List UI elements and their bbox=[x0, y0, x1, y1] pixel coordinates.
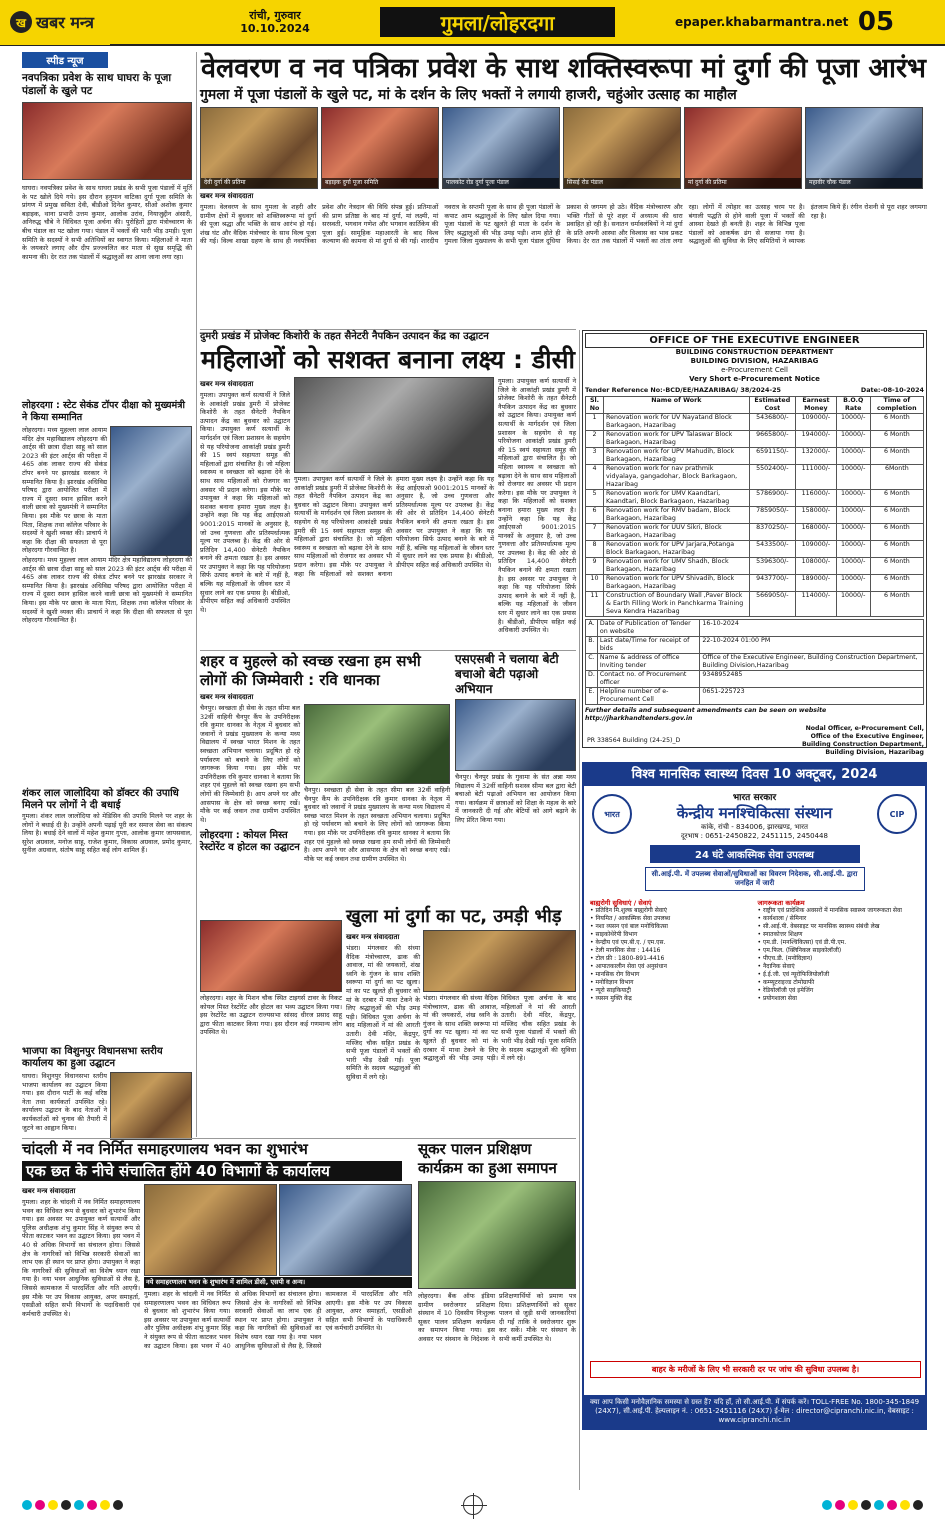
tender-cell: 11 bbox=[586, 592, 604, 617]
tender-cell: 5436800/- bbox=[749, 414, 795, 431]
tender-cell: 10000/- bbox=[836, 507, 870, 524]
mh-list-item: • न्यूरो साइकियाट्री bbox=[590, 987, 631, 994]
tender-row bbox=[586, 490, 924, 507]
tender-table bbox=[585, 396, 924, 617]
tender-cell: 132000/- bbox=[795, 448, 836, 465]
mh-services-band: सी.आई.पी. में उपलब्ध सेवाओं/सुविधाओं का विवरण निदेशक, सी.आई.पी. द्वारा जनहित में जारी bbox=[645, 867, 865, 891]
tender-cell: 6591150/- bbox=[749, 448, 795, 465]
durga-text: भंडरा। मंगलवार की संध्या वैदिक मंत्रोच्चारण, ढाक की आवाज, मां की जयकारों, शंख ध्वनि के गुंजन के साथ शक्ति स्वरूपा मां दुर्गा का पट खुला। मां का पट खुलते ही बुधवार को मां के दरबार में माथा टेकने के लिए श्रद्धालुओं की भीड़ उमड़ पड़ी। विधिवत पूजा अर्चना के बाद महिलाओं ने मां की आरती उतारी। देवी मंदिर, केंद्रपुर, मस्जिद चौक सहित प्रखंड के सभी पूजा पंडालों में भक्तों की भारी भीड़ देखी गई। पूजा समिति के सदस्य श्रद्धालुओं की सुविधा में लगे रहे। bbox=[346, 944, 420, 1081]
tender-info-cell: 9348952485 bbox=[700, 671, 924, 688]
mh-list-item: • आपातकालीन सेवा एवं अनुसंधान bbox=[590, 963, 667, 970]
brand-logo bbox=[0, 0, 110, 45]
pig-story bbox=[418, 1140, 576, 1490]
tender-cell: 6 Month bbox=[870, 592, 923, 617]
tender-info-cell: Last date/Time for receipt of bids bbox=[597, 637, 699, 654]
brand-name: खबर मन्त्र bbox=[36, 13, 94, 32]
mh-phone: दूरभाष : 0651-2450822, 2451115, 2450448 bbox=[681, 832, 828, 840]
tender-cell: 6 Month bbox=[870, 575, 923, 592]
print-registration-bar bbox=[0, 1493, 945, 1517]
tender-cell: Renovation work for UMV Kaandtari, Kaandtari, Block Barkagaon, Hazaribag bbox=[604, 490, 750, 507]
tender-cell: 4 bbox=[586, 465, 604, 490]
top-story bbox=[200, 52, 927, 328]
tender-cell: 5669050/- bbox=[749, 592, 795, 617]
durga-headline: खुला मां दुर्गा का पट, उमड़ी भीड़ bbox=[346, 906, 562, 927]
chandli-text: गुमला। शहर के चांदली में नव निर्मित समाहरणालय भवन का विधिवत रूप से बुधवार को शुभारंभ किया गया। इस अवसर पर उपायुक्त कर्ण सत्यार्थी और पुलिस अधीक्षक शंभु कुमार सिंह ने संयुक्त रूप से फीता काटकर भवन का उद्घाटन किया। इस भवन में 40 से अधिक विभागों का संचालन होगा। जिससे क्षेत्र के नागरिकों को विभिन्न सरकारी सेवाओं का लाभ एक ही स्थान पर प्राप्त होगा। उपायुक्त ने कहा कि नागरिकों की सुविधाओं का विशेष ध्यान रखा गया है। नया भवन आधुनिक सुविधाओं से लैस है, जिससे कामकाज में पारदर्शिता और गति आएगी। इस मौके पर उप विकास आयुक्त, अपर समाहर्ता, एसडीओ सहित सभी विभागों के पदाधिकारी एवं कर्मचारी उपस्थित थे। bbox=[22, 1198, 140, 1318]
tender-cell: Renovation work for UMV Shadh, Block Barkagaon, Hazaribag bbox=[604, 558, 750, 575]
tender-cell: 168000/- bbox=[795, 524, 836, 541]
tender-info-cell: D. bbox=[586, 671, 598, 688]
mh-col2-list bbox=[758, 907, 920, 1003]
tender-cell: 189000/- bbox=[795, 575, 836, 592]
tender-info-cell: C. bbox=[586, 654, 598, 671]
story-ghaghra-headline: नवपत्रिका प्रवेश के साथ घाघरा के पूजा पंडालों के खुले पट bbox=[22, 72, 172, 97]
mh-list-item: • केन्द्रीय एवं एम.बी.ए. / एम.एस. bbox=[590, 939, 666, 946]
mh-list-item: • टोल फ्री : 1800-891-4416 bbox=[590, 955, 665, 962]
mh-list-item: • प्रयोगशाला सेवा bbox=[757, 995, 797, 1002]
mh-day: विश्व मानसिक स्वास्थ्य दिवस 10 अक्टूबर, 2024 bbox=[584, 764, 925, 786]
tender-info-cell: Office of the Executive Engineer, Building Construction Department, Building Division,Hazaribag bbox=[700, 654, 924, 671]
top-photo-1: देवी दुर्गा की प्रतिमा bbox=[200, 107, 318, 189]
tender-ref: Tender Reference No:-BCD/EE/HAZARIBAG/ 38/2024-25 bbox=[585, 386, 781, 394]
top-story-text: गुमला। वेलवरण के साथ गुमला के शहरी और ग्रामीण क्षेत्रों में बुधवार को शक्तिस्वरूपा मां दुर्गा की पूजा श्रद्धा और भक्ति के साथ आरंभ हो गई। शंख घंट और वैदिक मंत्रोच्चार के साथ विल्व पूजा की गई। विल्व शाखा ग्रहण के साथ ही नवपत्रिका प्रवेश और नेत्रदान की विधि संपन्न हुई। प्रतिमाओं की प्राण प्रतिष्ठा के बाद मां दुर्गा, मां लक्ष्मी, मां सरस्वती, भगवान गणेश और भगवान कार्तिकेय की पूजा हुई। सामूहिक महाआरती के बाद विश्व कल्याण की कामना से मां दुर्गा से की गई। शारदीय नवरात्र के सप्तमी पूजा के साथ ही पूजा पंडालों के कपाट आम श्रद्धालुओं के लिए खोल दिया गया। पूजा पंडालों के पट खुलते ही माता के दर्शन के लिए श्रद्धालुओं की भीड़ उमड़ पड़ी। शाम होते ही गुमला जिला मुख्यालय के सभी पूजा पंडाल दूधिया प्रकाश से जगमग हो उठे। वैदिक मंत्रोच्चारण और भक्ति गीतों से पूरे शहर में अध्यात्म की धारा प्रवाहित हो रही है। सनातन धर्मावलंबियों ने मां दुर्गा के प्रति अपनी आस्था और विश्वास का भाव प्रकट किया। देर रात तक पंडालों में भक्तों का तांता लगा रहा। लोगों में त्योहार का उत्साह चरम पर है। बंगाली पद्धति से होने वाली पूजा में भक्तों की आस्था देखते ही बनती है। शहर के विभिन्न पूजा पंडालों को आकर्षक ढंग से सजाया गया है। श्रद्धालुओं की सुविधा के लिए समितियों ने व्यापक इंतजाम किये हैं। रंगीन रोशनी से पूरा शहर जगमगा रहा है। bbox=[200, 203, 927, 246]
edition-date bbox=[220, 9, 330, 35]
chandli-kicker: चांदली में नव निर्मित समाहरणालय भवन का शुभारंभ bbox=[22, 1140, 308, 1158]
tender-info-cell: Contact no. of Procurement officer bbox=[597, 671, 699, 688]
tender-notice bbox=[582, 330, 927, 756]
tender-cell: 2 bbox=[586, 431, 604, 448]
tender-sign-3: Building Construction Department, bbox=[801, 741, 924, 748]
mh-list-item: • नैदानिक सेवाएं bbox=[757, 963, 795, 970]
durga-photo bbox=[423, 930, 576, 992]
mental-health-ad bbox=[582, 762, 927, 1430]
tender-cell: 10000/- bbox=[836, 592, 870, 617]
tender-cell: 10000/- bbox=[836, 575, 870, 592]
mh-list-item: • कम्प्यूटराइज्ड टोमोग्राफी bbox=[757, 979, 815, 986]
tender-info-row bbox=[586, 654, 924, 671]
tender-cell: 8370250/- bbox=[749, 524, 795, 541]
chandli-byline: खबर मन्त्र संवाददाता bbox=[22, 1187, 76, 1195]
story-diksha-photo bbox=[110, 426, 192, 556]
koyal-kicker: लोहरदगा : कोयल मिस्त रेस्टोरेंट व होटल का उद्घाटन bbox=[200, 830, 300, 853]
tender-cell: 1 bbox=[586, 414, 604, 431]
tender-cell: 8 bbox=[586, 541, 604, 558]
mh-list-item: • व्यसन मुक्ति केंद्र bbox=[590, 995, 632, 1002]
tender-cell: 5433500/- bbox=[749, 541, 795, 558]
tender-cell: Renovation work for RMV badam, Block Barkagaon, Hazaribag bbox=[604, 507, 750, 524]
registration-dot bbox=[100, 1500, 110, 1510]
top-story-headline: वेलवरण व नव पत्रिका प्रवेश के साथ शक्तिस्वरूपा मां दुर्गा की पूजा आरंभ bbox=[200, 53, 927, 84]
story-diksha-headline: लोहरदगा : स्टेट सेकंड टॉपर दीक्षा को मुख्यमंत्री ने किया सम्मानित bbox=[22, 400, 185, 423]
tender-pr: PR 338564 Building (24-25)_D bbox=[587, 737, 681, 744]
tender-cell: 10000/- bbox=[836, 414, 870, 431]
ssb-story bbox=[455, 652, 576, 912]
registration-dot bbox=[848, 1500, 858, 1510]
clean-headline: शहर व मुहल्ले को स्वच्छ रखना हम सभी लोगों की जिम्मेवारी : रवि धानका bbox=[200, 652, 421, 689]
tender-cell: 6 bbox=[586, 507, 604, 524]
registration-dot bbox=[22, 1500, 32, 1510]
tender-header-cell: Sl. No bbox=[586, 397, 604, 414]
tender-cell: 5786900/- bbox=[749, 490, 795, 507]
tender-row bbox=[586, 448, 924, 465]
tender-cell: Renovation work for nav prathmik vidyalaya, gangadohar, Block Barkagaon, Hazaribag bbox=[604, 465, 750, 490]
registration-dot bbox=[113, 1500, 123, 1510]
tender-info-cell: Date of Publication of Tender on website bbox=[597, 620, 699, 637]
story-bjp-headline: भाजपा का विशुनपुर विधानसभा स्तरीय कार्यालय का हुआ उद्घाटन bbox=[22, 1046, 163, 1069]
tender-info-cell: 22-10-2024 01:00 PM bbox=[700, 637, 924, 654]
pig-headline: सूकर पालन प्रशिक्षण कार्यक्रम का हुआ समापन bbox=[418, 1140, 557, 1177]
clean-text-right: चैनपुर। स्वच्छता ही सेवा के तहत सीमा बल 32वीं वाहिनी चैनपुर कैंप के उपनिरीक्षक रवि कुमार धानका के नेतृत्व में बुधवार को जवानों ने प्रखंड मुख्यालय के कन्या मध्य विद्यालय में स्वच्छ भारत मिशन के तहत स्वच्छता अभियान चलाया। प्रदूषित हो रहे पर्यावरण को बचाने के लिए लोगों को जागरूक किया गया। इस मौके पर उपनिरीक्षक रवि कुमार धानका ने बताया कि शहर एवं मुहल्ले को स्वच्छ रखना हम सभी लोगों की जिम्मेवारी है। आप अपने घर और आसपास के क्षेत्र को स्वच्छ बनाए रखें। मौके पर कई जवान तथा ग्रामीण उपस्थित थे। bbox=[304, 786, 450, 863]
top-photo-6: महावीर चौक पंडाल bbox=[805, 107, 923, 189]
sanitary-headline: महिलाओं को सशक्त बनाना लक्ष्य : डीसी bbox=[201, 345, 575, 374]
tender-row bbox=[586, 414, 924, 431]
mh-list-item: • रेडियोलॉजी एवं इमेजिंग bbox=[757, 987, 814, 994]
tender-header-cell: Time of completion bbox=[870, 397, 923, 414]
chandli-caption: नये समाहरणालय भवन के शुभारंभ में शामिल डीसी, एसपी व अन्य। bbox=[144, 1277, 412, 1288]
edition-day: 10.10.2024 bbox=[240, 22, 310, 35]
durga-text-cont: भंडरा। मंगलवार की संध्या वैदिक मंत्रोच्चारण, ढाक की आवाज, मां की जयकारों, शंख ध्वनि के गुंजन के साथ शक्ति स्वरूपा मां दुर्गा का पट खुला। मां का पट खुलते ही बुधवार को मां के दरबार में माथा टेकने के लिए श्रद्धालुओं की भीड़ उमड़ पड़ी। विधिवत पूजा अर्चना के बाद महिलाओं ने मां की आरती उतारी। देवी मंदिर, केंद्रपुर, मस्जिद चौक सहित प्रखंड के सभी पूजा पंडालों में भक्तों की भारी भीड़ देखी गई। पूजा समिति के सदस्य श्रद्धालुओं की सुविधा में लगे रहे। bbox=[423, 994, 576, 1063]
registration-dot bbox=[835, 1500, 845, 1510]
tender-cell: Renovation work for UPV Talaswar Block Barkagaon, Hazaribag bbox=[604, 431, 750, 448]
registration-dot bbox=[822, 1500, 832, 1510]
sanitary-byline: खबर मन्त्र संवाददाता bbox=[200, 380, 254, 388]
mh-list-item: • नियमित / आकस्मिक सेवा उपलब्ध bbox=[590, 915, 671, 922]
tender-dept: BUILDING CONSTRUCTION DEPARTMENT bbox=[675, 348, 834, 356]
mh-list-item: • एम.फिल. (क्लिनिकल साइकोलॉजी) bbox=[757, 947, 842, 954]
mh-list-item: • पीएच.डी. (मनोविज्ञान) bbox=[757, 955, 813, 962]
ssb-text: चैनपुर। चैनपुर प्रखंड के गुवामा के संत अन्ना मध्य विद्यालय में 32वीं वाहिनी सशस्त्र सीमा बल द्वारा बेटी बचाओ बेटी पढ़ाओ अभियान का आयोजन किया गया। कार्यक्रम में छात्राओं को शिक्षा के महत्व के बारे में जानकारी दी गई और बेटियों को आगे बढ़ाने के लिए प्रेरित किया गया। bbox=[455, 773, 576, 824]
chandli-photo-1 bbox=[144, 1184, 277, 1276]
tender-cell: Renovation work for UV Nayatand Block Barkagaon, Hazaribag bbox=[604, 414, 750, 431]
tender-office: OFFICE OF THE EXECUTIVE ENGINEER bbox=[585, 333, 924, 348]
registration-dot bbox=[87, 1500, 97, 1510]
story-ghaghra-text: घाघरा। नवपत्रिका प्रवेश के साथ घाघरा प्रखंड के सभी पूजा पंडालों में मूर्ति के पट खोले दिये गये। इस दौरान हनुमान वाटिका दुर्गा पूजा समिति के प्रांगण में प्रमुख सविता देवी, बीडीओ दिनेश कुमार, सीओ अशोक कुमार बड़ाइक, थाना प्रभारी उत्तम कुमार, आलोक उरांव, नियाजुद्दीन अंसारी, अनिरुद्ध चौबे ने विधिवत पूजा अर्चना की। पुरोहितों द्वारा मंत्रोच्चारण के बीच पंडाल का पट खोला गया। पंडाल में भक्तों की भारी भीड़ उमड़ी। पूजा समिति के सदस्यों ने सभी अतिथियों का स्वागत किया। महिलाओं ने माता के जयकारे लगाए और दीप प्रज्ज्वलित कर माता से सुख समृद्धि की कामना की। देर रात तक पंडालों में श्रद्धालुओं का आना जाना लगा रहा। bbox=[22, 184, 192, 261]
tender-row bbox=[586, 507, 924, 524]
tender-row bbox=[586, 592, 924, 617]
mh-address: कांके, रांची - 834006, झारखण्ड, भारत bbox=[701, 823, 808, 831]
mh-list-item: • प्रतिदिन मि.शुल्क बाह्यरोगी सेवाएं bbox=[590, 907, 667, 914]
top-photo-5: मां दुर्गा की प्रतिमा bbox=[684, 107, 802, 189]
mh-list-item: • कार्यशाला / सेमिनार bbox=[757, 915, 807, 922]
story-diksha-text-cont: लोहरदगा। मध्य मुहल्ला लाल आयाम मंदिर क्षेत्र महाविद्यालय लोहरदगा की आर्ट्स की छात्रा दीक्षा साहू को साल 2023 की इंटर आर्ट्स की परीक्षा में 465 अंक लाकर राज्य की सेकंड टॉपर बनने पर झारखंड सरकार ने सम्मानित किया है। झारखंड अधिविद्य परिषद द्वारा आयोजित परीक्षा में राज्य में दूसरा स्थान हासिल करने वाली छात्रा को मुख्यमंत्री ने सम्मानित किया। इस मौके पर छात्रा के माता पिता, शिक्षक तथा कॉलेज परिवार के सदस्यों ने खुशी व्यक्त की। प्राचार्य ने कहा कि दीक्षा की सफलता से पूरा लोहरदगा गौरवान्वित है। bbox=[22, 556, 192, 625]
tender-cell: 6Month bbox=[870, 465, 923, 490]
tender-sign-4: Building Division, Hazaribag bbox=[825, 749, 924, 756]
tender-cell: 5502400/- bbox=[749, 465, 795, 490]
mh-list-item: • सी.आई.पी. वेबसाइट पर मानसिक स्वास्थ्य संबंधी लेख bbox=[757, 923, 880, 930]
tender-info-cell: 0651-225723 bbox=[700, 688, 924, 705]
tender-date: Date:-08-10-2024 bbox=[860, 386, 924, 394]
page-number: 05 bbox=[857, 7, 895, 37]
color-dots-right bbox=[822, 1500, 923, 1510]
sanitary-story bbox=[200, 330, 576, 648]
mh-list-item: • एम.डी. (मनश्चिकित्सा) एवं डी.पी.एम. bbox=[757, 939, 847, 946]
clean-byline: खबर मन्त्र संवाददाता bbox=[200, 693, 254, 701]
tender-row bbox=[586, 558, 924, 575]
tender-cell: Renovation work for UPV Jarjara,Potanga Block Barkagaon, Hazaribag bbox=[604, 541, 750, 558]
sanitary-text: गुमला। उपायुक्त कर्ण सत्यार्थी ने जिले के आकांक्षी प्रखंड डुमरी में प्रोजेक्ट किशोरी के तहत सैनेटरी नैपकिन उत्पादन केंद्र का बुधवार को उद्घाटन किया। उपायुक्त कर्ण सत्यार्थी के मार्गदर्शन एवं जिला प्रशासन के सहयोग से यह परियोजना आकांक्षी प्रखंड डुमरी की 15 स्वयं सहायता समूह की महिलाओं द्वारा संचालित है। जो महिला स्वास्थ्य व स्वच्छता को बढ़ावा देने के साथ साथ महिलाओं को रोजगार का अवसर भी प्रदान करेगा। इस मौके पर उपायुक्त ने कहा कि महिलाओं को सशक्त बनाना हमारा मुख्य लक्ष्य है। उन्होंने कहा कि यह केंद्र आईएसओ 9001:2015 मानकों के अनुसार है, जो उच्च गुणवत्ता और प्रतिस्पर्धात्मक मूल्य पर उपलब्ध है। केंद्र की ओर से प्रतिदिन 14,400 सेनेटरी नैपकिन बनाने की क्षमता रखता है। इस अवसर पर उपायुक्त ने कहा कि यह परियोजना सिर्फ उत्पाद बनाने के बारे में नहीं है, बल्कि यह महिलाओं के जीवन स्तर में सुधार लाने का एक प्रयास है। बीडीओ, डीपीएम सहित कई अधिकारी उपस्थित थे। bbox=[200, 391, 290, 614]
tender-cell: Renovation work for UUV Sikri, Block Barkagaon, Hazaribag bbox=[604, 524, 750, 541]
tender-row bbox=[586, 541, 924, 558]
tender-header-cell: Earnest Money bbox=[795, 397, 836, 414]
tender-cell: 10000/- bbox=[836, 490, 870, 507]
top-story-body bbox=[200, 203, 927, 313]
tender-cell: e-Procurement Cell bbox=[721, 366, 788, 374]
mh-red-line: बाहर के मरीजों के लिए भी सरकारी दर पर जांच की सुविधा उपलब्ध है। bbox=[590, 1361, 921, 1378]
tender-row bbox=[586, 524, 924, 541]
tender-cell: 158000/- bbox=[795, 507, 836, 524]
tender-cell: 9 bbox=[586, 558, 604, 575]
tender-cell: 3 bbox=[586, 448, 604, 465]
mh-gov: भारत सरकार bbox=[732, 793, 777, 803]
story-doctor-text: गुमला। शंकर लाल जालोदिया को मेडिसिन की उपाधि मिलने पर शहर के लोगों ने बधाई दी है। उन्होंने अपनी पढ़ाई पूरी कर समाज सेवा का संकल्प लिया है। बधाई देने वालों में महेश कुमार गुप्ता, आलोक कुमार जायसवाल, सुरेश अग्रवाल, मनोज साहू, राजेश कुमार, विकास अग्रवाल, प्रमोद कुमार, सुनील अग्रवाल, संतोष साहू सहित कई लोग शामिल हैं। bbox=[22, 812, 192, 855]
top-photo-4: सिसई रोड पंडाल bbox=[563, 107, 681, 189]
mh-institute: केन्द्रीय मनश्चिकित्सा संस्थान bbox=[676, 804, 833, 822]
clean-photo bbox=[304, 704, 450, 784]
ssb-headline: एसएसबी ने चलाया बेटी बचाओ बेटी पढ़ाओ अभियान bbox=[455, 652, 559, 696]
tender-division: BUILDING DIVISION, HAZARIBAG bbox=[690, 357, 819, 365]
tender-cell: 6 Month bbox=[870, 414, 923, 431]
color-dots-left bbox=[22, 1500, 123, 1510]
registration-dot bbox=[887, 1500, 897, 1510]
tender-cell: 5 bbox=[586, 490, 604, 507]
tender-info-row bbox=[586, 671, 924, 688]
story-bjp-text: घाघरा। विशुनपुर विधानसभा स्तरीय भाजपा कार्यालय का उद्घाटन किया गया। इस दौरान पार्टी के कई वरिष्ठ नेता तथा कार्यकर्ता उपस्थित रहे। कार्यालय उद्घाटन के बाद नेताओं ने कार्यकर्ताओं को चुनाव की तैयारी में जुटने का आह्वान किया। bbox=[22, 1072, 107, 1132]
tender-info-table bbox=[585, 619, 924, 705]
tender-cell: 109000/- bbox=[795, 414, 836, 431]
mh-emergency-band: 24 घंटे आकस्मिक सेवा उपलब्ध bbox=[650, 845, 860, 863]
edition-city: रांची, गुरुवार bbox=[249, 9, 301, 22]
koyal-story bbox=[200, 920, 342, 1135]
tender-cell: 108000/- bbox=[795, 558, 836, 575]
tender-cell: 10000/- bbox=[836, 524, 870, 541]
sanitary-text-right: गुमला। उपायुक्त कर्ण सत्यार्थी ने जिले के आकांक्षी प्रखंड डुमरी में प्रोजेक्ट किशोरी के तहत सैनेटरी नैपकिन उत्पादन केंद्र का बुधवार को उद्घाटन किया। उपायुक्त कर्ण सत्यार्थी के मार्गदर्शन एवं जिला प्रशासन के सहयोग से यह परियोजना आकांक्षी प्रखंड डुमरी की 15 स्वयं सहायता समूह की महिलाओं द्वारा संचालित है। जो महिला स्वास्थ्य व स्वच्छता को बढ़ावा देने के साथ साथ महिलाओं को रोजगार का अवसर भी प्रदान करेगा। इस मौके पर उपायुक्त ने कहा कि महिलाओं को सशक्त बनाना हमारा मुख्य लक्ष्य है। उन्होंने कहा कि यह केंद्र आईएसओ 9001:2015 मानकों के अनुसार है, जो उच्च गुणवत्ता और प्रतिस्पर्धात्मक मूल्य पर उपलब्ध है। केंद्र की ओर से प्रतिदिन 14,400 सेनेटरी नैपकिन बनाने की क्षमता रखता है। इस अवसर पर उपायुक्त ने कहा कि यह परियोजना सिर्फ उत्पाद बनाने के बारे में नहीं है, बल्कि यह महिलाओं के जीवन स्तर में सुधार लाने का एक प्रयास है। बीडीओ, डीपीएम सहित कई अधिकारी उपस्थित थे। bbox=[498, 377, 576, 635]
epaper-url[interactable]: epaper.khabarmantra.net bbox=[675, 15, 849, 29]
tender-cell: 7859050/- bbox=[749, 507, 795, 524]
tender-info-cell: E. bbox=[586, 688, 598, 705]
brand-icon: ख bbox=[10, 11, 32, 33]
cip-logo-icon: CIP bbox=[877, 794, 917, 834]
tender-info-cell: A. bbox=[586, 620, 598, 637]
mh-col1-list bbox=[590, 907, 752, 1003]
tender-cell: 109000/- bbox=[795, 541, 836, 558]
top-story-subhead: गुमला में पूजा पंडालों के खुले पट, मां के दर्शन के लिए भक्तों ने लगायी हाजरी, चहुंओर उत्साह का माहौल bbox=[200, 87, 737, 103]
masthead bbox=[0, 0, 945, 46]
tender-row bbox=[586, 465, 924, 490]
tender-cell: 194000/- bbox=[795, 431, 836, 448]
story-doctor-headline: शंकर लाल जालोदिया को डॉक्टर की उपाधि मिलने पर लोगों ने दी बधाई bbox=[22, 788, 179, 811]
registration-dot bbox=[900, 1500, 910, 1510]
tender-cell: 10000/- bbox=[836, 558, 870, 575]
mh-list-item: • राष्ट्रीय एवं प्रादेशिक अवसरों में मानसिक स्वास्थ्य जागरूकता सेवा bbox=[757, 907, 902, 914]
tender-info-cell: Helpline number of e-Procurement Cell bbox=[597, 688, 699, 705]
crosshair-icon bbox=[463, 1495, 483, 1515]
tender-cell: 9437700/- bbox=[749, 575, 795, 592]
tender-info-row bbox=[586, 637, 924, 654]
mh-list-item: • नशा व्यसन एवं बाल मनोचिकित्सा bbox=[590, 923, 668, 930]
tender-cell: 6 Month bbox=[870, 431, 923, 448]
tender-cell: 10000/- bbox=[836, 431, 870, 448]
tender-cell: 10 bbox=[586, 575, 604, 592]
tender-cell: 6 Month bbox=[870, 524, 923, 541]
koyal-photo bbox=[200, 920, 342, 992]
tender-cell: 6 Month bbox=[870, 448, 923, 465]
tender-header-cell: B.O.Q Rate bbox=[836, 397, 870, 414]
top-story-byline: खबर मन्त्र संवाददाता bbox=[200, 192, 254, 200]
registration-dot bbox=[48, 1500, 58, 1510]
tender-cell: 7 bbox=[586, 524, 604, 541]
registration-dot bbox=[74, 1500, 84, 1510]
tender-header-cell: Estimated Cost bbox=[749, 397, 795, 414]
story-diksha-text: लोहरदगा। मध्य मुहल्ला लाल आयाम मंदिर क्षेत्र महाविद्यालय लोहरदगा की आर्ट्स की छात्रा दीक्षा साहू को साल 2023 की इंटर आर्ट्स की परीक्षा में 465 अंक लाकर राज्य की सेकंड टॉपर बनने पर झारखंड सरकार ने सम्मानित किया है। झारखंड अधिविद्य परिषद द्वारा आयोजित परीक्षा में राज्य में दूसरा स्थान हासिल करने वाली छात्रा को मुख्यमंत्री ने सम्मानित किया। इस मौके पर छात्रा के माता पिता, शिक्षक तथा कॉलेज परिवार के सदस्यों ने खुशी व्यक्त की। प्राचार्य ने कहा कि दीक्षा की सफलता से पूरा लोहरदगा गौरवान्वित है। bbox=[22, 426, 107, 555]
tender-cell: 6 Month bbox=[870, 507, 923, 524]
tender-cell: 6 Month bbox=[870, 541, 923, 558]
mh-list-item: • टेली मानसिक सेवा : 14416 bbox=[590, 947, 661, 954]
registration-dot bbox=[35, 1500, 45, 1510]
tender-info-cell: Name & address of office Inviting tender bbox=[597, 654, 699, 671]
tender-cell: 10000/- bbox=[836, 541, 870, 558]
story-ghaghra-photo bbox=[22, 102, 192, 180]
tender-cell: 5396300/- bbox=[749, 558, 795, 575]
tender-cell: 10000/- bbox=[836, 448, 870, 465]
durga-story bbox=[346, 906, 576, 1134]
pig-text: लोहरदगा। बैंक ऑफ इंडिया ग्रामीण स्वरोजगार प्रशिक्षण संस्थान में 10 दिवसीय निःशुल्क सूकर पालन प्रशिक्षण कार्यक्रम का समापन किया गया। इस अवसर पर संस्थान के निदेशक ने प्रशिक्षणार्थियों को प्रमाण पत्र दिया। प्रशिक्षणार्थियों को सूकर पालन से जुड़ी सभी जानकारियां दी गईं ताकि वे स्वरोजगार शुरू कर सकें। मौके पर संस्थान के सभी कर्मी उपस्थित थे। bbox=[418, 1292, 576, 1343]
tender-cell: 10000/- bbox=[836, 465, 870, 490]
ssb-photo bbox=[455, 699, 576, 771]
tender-cell: 116000/- bbox=[795, 490, 836, 507]
registration-dot bbox=[861, 1500, 871, 1510]
mh-col2-title: जागरूकता कार्यक्रम bbox=[757, 899, 805, 907]
tender-cell: 6 Month bbox=[870, 490, 923, 507]
tender-cell: Renovation work for UPV Mahudih, Block Barkagaon, Hazaribag bbox=[604, 448, 750, 465]
tender-cell: 111000/- bbox=[795, 465, 836, 490]
tender-cell: Renovation work for UPV Shivadih, Block Barkagaon, Hazaribag bbox=[604, 575, 750, 592]
tender-sign-1: Nodal Officer, e-Procurement Cell, bbox=[805, 725, 924, 732]
tender-notice-title: Very Short e-Procurement Notice bbox=[689, 375, 820, 383]
registration-dot bbox=[913, 1500, 923, 1510]
mh-contact: क्या आप किसी मनोवैज्ञानिक समस्या से ग्रस्त हैं? यदि हाँ, तो सी.आई.पी. में संपर्क करें। TOLL-FREE No. 1800-345-1849 (24X7), सी.आई.पी. हेल्पलाइन नं. : 0651-2451116 (24X7) ई-मेल : director@cipranchi.nic.in, वेबसाइट : www.cipranchi.nic.in bbox=[584, 1395, 925, 1428]
tender-sign-2: Office of the Executive Engineer, bbox=[810, 733, 924, 740]
tender-info-cell: 16-10-2024 bbox=[700, 620, 924, 637]
story-bjp-photo bbox=[110, 1072, 192, 1140]
pig-photo bbox=[418, 1181, 576, 1289]
sanitary-photo bbox=[294, 377, 494, 473]
registration-dot bbox=[61, 1500, 71, 1510]
mh-list-item: • मनोविज्ञान विभाग bbox=[590, 979, 634, 986]
durga-byline: खबर मन्त्र संवाददाता bbox=[346, 933, 400, 941]
section-title: गुमला/लोहरदगा bbox=[380, 7, 615, 37]
top-photo-3: पालकोट रोड दुर्गा पूजा पंडाल bbox=[442, 107, 560, 189]
chandli-story bbox=[22, 1140, 412, 1490]
koyal-text: लोहरदगा। शहर के मिशन चौक स्थित टाइगर्स टावर के निकट कोयल मिस्त रेस्टोरेंट और होटल का भव्य उद्घाटन किया गया। इस रेस्टोरेंट का उद्घाटन राज्यसभा सांसद धीरज प्रसाद साहू द्वारा फीता काटकर किया गया। इस दौरान कई गणमान्य लोग उपस्थित थे। bbox=[200, 994, 342, 1037]
mh-list-item: • स्नातकोत्तर शिक्षण bbox=[757, 931, 803, 938]
chandli-headline: एक छत के नीचे संचालित होंगे 40 विभागों के कार्यालय bbox=[22, 1161, 402, 1181]
clean-text: चैनपुर। स्वच्छता ही सेवा के तहत सीमा बल 32वीं वाहिनी चैनपुर कैंप के उपनिरीक्षक रवि कुमार धानका के नेतृत्व में बुधवार को जवानों ने प्रखंड मुख्यालय के कन्या मध्य विद्यालय में स्वच्छ भारत मिशन के तहत स्वच्छता अभियान चलाया। प्रदूषित हो रहे पर्यावरण को बचाने के लिए लोगों को जागरूक किया गया। इस मौके पर उपनिरीक्षक रवि कुमार धानका ने बताया कि शहर एवं मुहल्ले को स्वच्छ रखना हम सभी लोगों की जिम्मेवारी है। आप अपने घर और आसपास के क्षेत्र को स्वच्छ बनाए रखें। मौके पर कई जवान तथा ग्रामीण उपस्थित थे। bbox=[200, 704, 300, 824]
tender-header-cell: Name of Work bbox=[604, 397, 750, 414]
tender-row bbox=[586, 575, 924, 592]
emblem-icon: भारत bbox=[592, 794, 632, 834]
tender-row bbox=[586, 431, 924, 448]
mh-list-item: • साइकोथेरेपी विभाग bbox=[590, 931, 638, 938]
tender-cell: 6 Month bbox=[870, 558, 923, 575]
speed-news-label: स्पीड न्यूज bbox=[22, 52, 108, 68]
chandli-photo-2 bbox=[279, 1184, 412, 1276]
mh-list-item: • ई.ई.जी. एवं न्यूरोफिजियोलॉजी bbox=[757, 971, 830, 978]
tender-further: Further details and subsequent amendments can be seen on website http://jharkhandtenders.gov.in bbox=[585, 707, 827, 722]
tender-info-cell: B. bbox=[586, 637, 598, 654]
top-photo-2: बड़ाइक दुर्गा पूजा समिति bbox=[321, 107, 439, 189]
clean-story bbox=[200, 652, 450, 912]
sanitary-kicker: दुमरी प्रखंड में प्रोजेक्ट किशोरी के तहत सैनेटरी नैपकिन उत्पादन केंद्र का उद्घाटन bbox=[200, 331, 489, 342]
mh-col1-title: बाह्यरोगी सुविधाएं / सेवाएं bbox=[590, 899, 652, 907]
tender-cell: 114000/- bbox=[795, 592, 836, 617]
tender-info-row bbox=[586, 620, 924, 637]
tender-info-row bbox=[586, 688, 924, 705]
mh-list-item: • मानसिक रोग विभाग bbox=[590, 971, 640, 978]
sanitary-text-mid: गुमला। उपायुक्त कर्ण सत्यार्थी ने जिले के आकांक्षी प्रखंड डुमरी में प्रोजेक्ट किशोरी के तहत सैनेटरी नैपकिन उत्पादन केंद्र का बुधवार को उद्घाटन किया। उपायुक्त कर्ण सत्यार्थी के मार्गदर्शन एवं जिला प्रशासन के सहयोग से यह परियोजना आकांक्षी प्रखंड डुमरी की 15 स्वयं सहायता समूह की महिलाओं द्वारा संचालित है। जो महिला स्वास्थ्य व स्वच्छता को बढ़ावा देने के साथ साथ महिलाओं को रोजगार का अवसर भी प्रदान करेगा। इस मौके पर उपायुक्त ने कहा कि महिलाओं को सशक्त बनाना हमारा मुख्य लक्ष्य है। उन्होंने कहा कि यह केंद्र आईएसओ 9001:2015 मानकों के अनुसार है, जो उच्च गुणवत्ता और प्रतिस्पर्धात्मक मूल्य पर उपलब्ध है। केंद्र की ओर से प्रतिदिन 14,400 सेनेटरी नैपकिन बनाने की क्षमता रखता है। इस अवसर पर उपायुक्त ने कहा कि यह परियोजना सिर्फ उत्पाद बनाने के बारे में नहीं है, बल्कि यह महिलाओं के जीवन स्तर में सुधार लाने का एक प्रयास है। बीडीओ, डीपीएम सहित कई अधिकारी उपस्थित थे। bbox=[294, 475, 494, 578]
registration-dot bbox=[874, 1500, 884, 1510]
tender-cell: 9665800/- bbox=[749, 431, 795, 448]
tender-cell: Construction of Boundary Wall ,Paver Block & Earth Filling Work in Panchkarma Training Seva Kendra Hazaribag bbox=[604, 592, 750, 617]
chandli-text-cont: गुमला। शहर के चांदली में नव निर्मित समाहरणालय भवन का विधिवत रूप से बुधवार को शुभारंभ किया गया। इस अवसर पर उपायुक्त कर्ण सत्यार्थी और पुलिस अधीक्षक शंभु कुमार सिंह ने संयुक्त रूप से फीता काटकर भवन का उद्घाटन किया। इस भवन में 40 से अधिक विभागों का संचालन होगा। जिससे क्षेत्र के नागरिकों को विभिन्न सरकारी सेवाओं का लाभ एक ही स्थान पर प्राप्त होगा। उपायुक्त ने कहा कि नागरिकों की सुविधाओं का विशेष ध्यान रखा गया है। नया भवन आधुनिक सुविधाओं से लैस है, जिससे कामकाज में पारदर्शिता और गति आएगी। इस मौके पर उप विकास आयुक्त, अपर समाहर्ता, एसडीओ सहित सभी विभागों के पदाधिकारी एवं कर्मचारी उपस्थित थे। bbox=[144, 1290, 412, 1350]
